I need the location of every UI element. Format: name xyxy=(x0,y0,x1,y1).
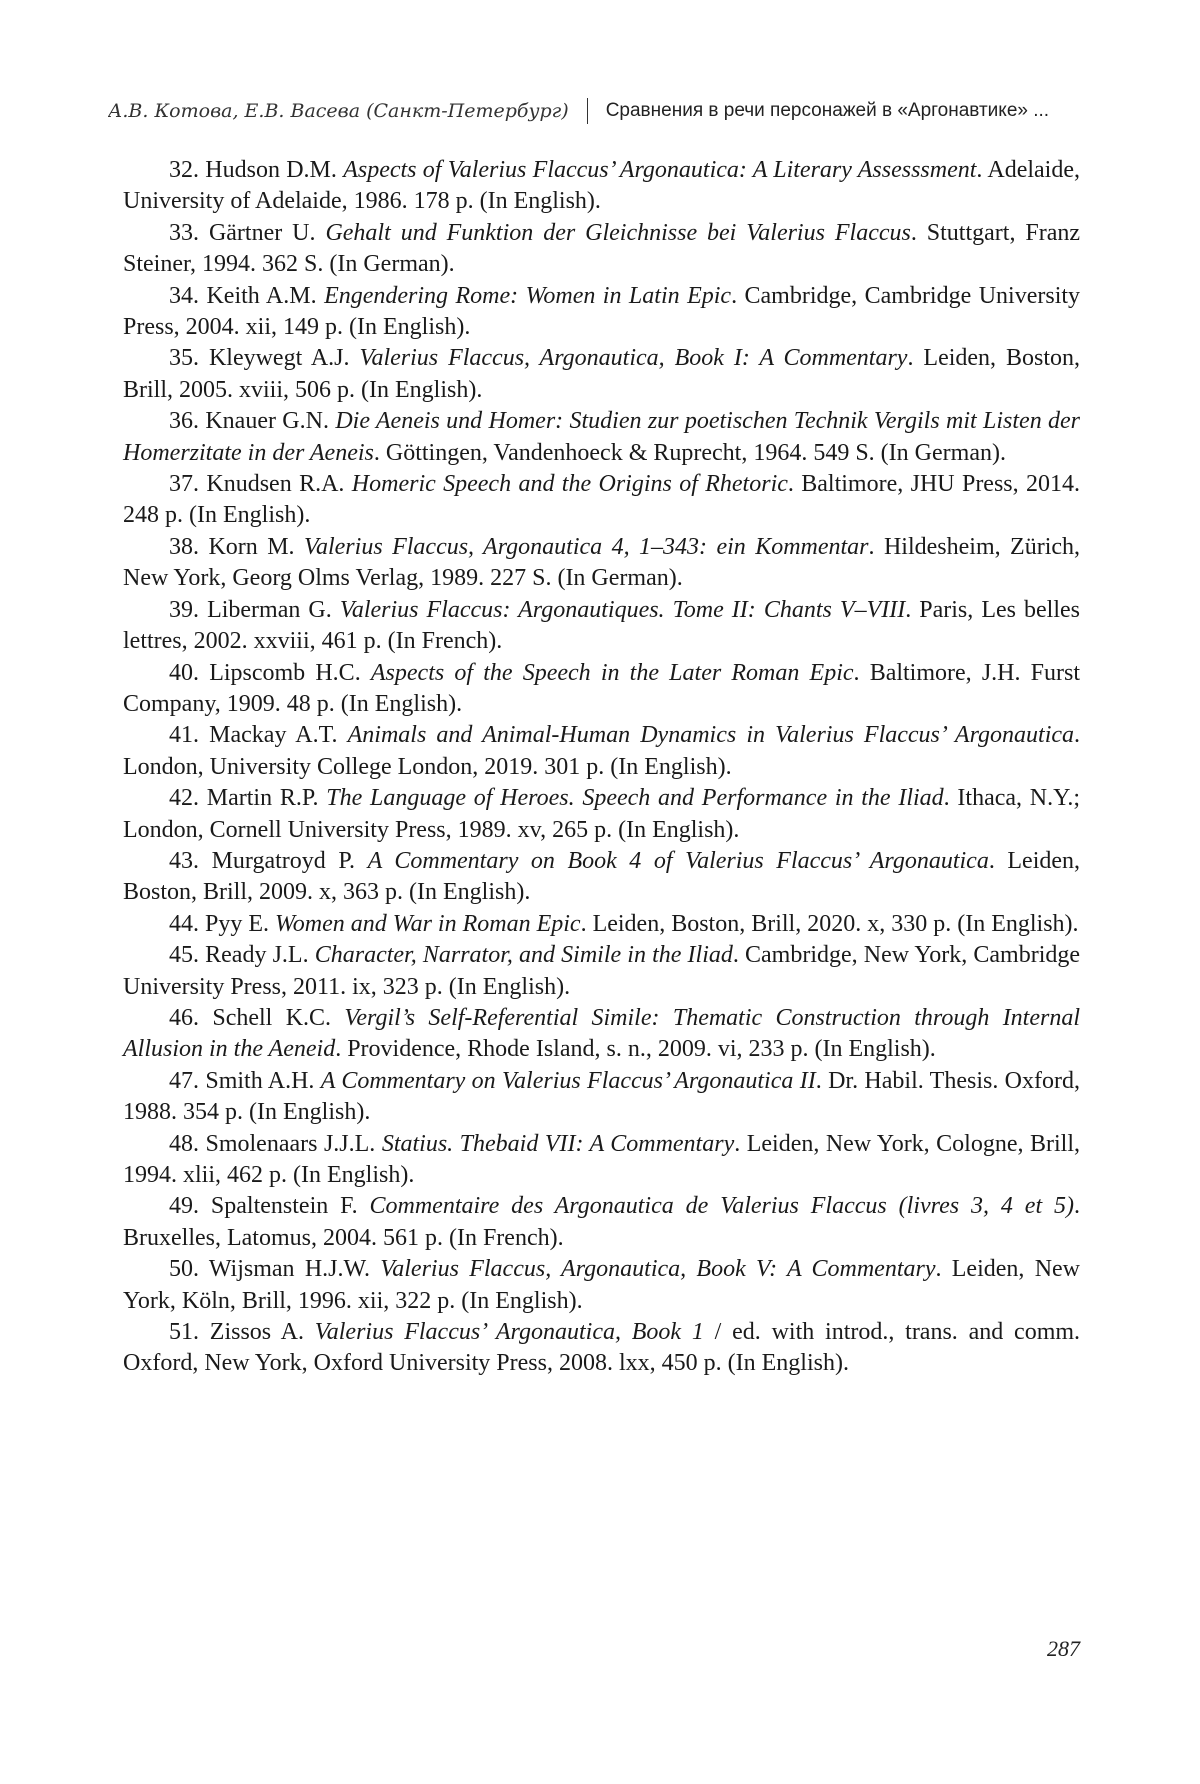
reference-entry xyxy=(123,720,1080,783)
reference-publication: . Dr. Habil. Thesis. Oxford, 1988. 354 p. (In English). xyxy=(123,1067,1080,1126)
reference-number: 38. xyxy=(169,533,199,560)
reference-entry xyxy=(123,846,1080,909)
reference-entry xyxy=(123,532,1080,595)
reference-publication: . Providence, Rhode Island, s. n., 2009. vi, 233 p. (In English). xyxy=(335,1036,936,1063)
reference-title: Engendering Rome: Women in Latin Epic xyxy=(324,282,732,309)
reference-title: Valerius Flaccus: Argonautiques. Tome II: Chants V–VIII xyxy=(339,596,906,623)
reference-publication: . Leiden, Boston, Brill, 2005. xviii, 506 p. (In English). xyxy=(123,345,1080,403)
reference-number: 45. xyxy=(169,942,199,969)
reference-number: 43. xyxy=(169,847,199,874)
reference-number: 40. xyxy=(169,659,199,686)
reference-author: Knudsen R.A. xyxy=(206,471,345,498)
reference-author: Martin R.P. xyxy=(206,785,319,812)
reference-publication: . Leiden, Boston, Brill, 2009. x, 363 p. (In English). xyxy=(123,847,1081,906)
reference-entry xyxy=(123,1066,1080,1129)
reference-entry xyxy=(123,469,1080,532)
reference-title: A Commentary on Valerius Flaccus’ Argonautica II xyxy=(320,1067,816,1094)
reference-number: 34. xyxy=(169,282,199,309)
reference-number: 37. xyxy=(169,471,199,498)
reference-publication: . Leiden, New York, Cologne, Brill, 1994. xlii, 462 p. (In English). xyxy=(123,1130,1081,1188)
reference-author: Pyy E. xyxy=(205,910,270,937)
reference-author: Ready J.L. xyxy=(205,942,309,969)
reference-entry xyxy=(123,1003,1080,1066)
reference-author: Gärtner U. xyxy=(208,219,316,246)
reference-title: Valerius Flaccus, Argonautica 4, 1–343: ein Kommentar xyxy=(303,533,869,560)
reference-publication: . Leiden, New York, Köln, Brill, 1996. xii, 322 p. (In English). xyxy=(123,1256,1081,1314)
reference-author: Schell K.C. xyxy=(212,1004,332,1031)
reference-number: 36. xyxy=(169,408,199,435)
reference-author: Knauer G.N. xyxy=(205,408,329,435)
reference-entry xyxy=(123,343,1080,406)
running-head-divider xyxy=(587,98,588,124)
reference-author: Hudson D.M. xyxy=(205,157,337,183)
reference-publication: . Ithaca, N.Y.; London, Cornell University Press, 1989. xv, 265 p. (In English). xyxy=(123,785,1081,843)
reference-author: Spaltenstein F. xyxy=(210,1193,358,1220)
reference-number: 49. xyxy=(169,1193,199,1220)
reference-author: Lipscomb H.C. xyxy=(209,659,361,686)
reference-title: Gehalt und Funktion der Gleichnisse bei Valerius Flaccus xyxy=(325,219,911,246)
reference-title: Aspects of Valerius Flaccus’ Argonautica: A Literary Assesssment xyxy=(343,157,977,183)
reference-publication: . Stuttgart, Franz Steiner, 1994. 362 S. (In German). xyxy=(123,219,1081,278)
reference-entry xyxy=(123,406,1080,469)
reference-entry xyxy=(123,658,1080,721)
reference-title: Animals and Animal-Human Dynamics in Valerius Flaccus’ Argonautica xyxy=(347,722,1075,749)
reference-entry xyxy=(123,218,1080,281)
reference-publication: . Hildesheim, Zürich, New York, Georg Olms Verlag, 1989. 227 S. (In German). xyxy=(123,533,1081,592)
reference-publication: . Bruxelles, Latomus, 2004. 561 p. (In French). xyxy=(123,1193,1081,1251)
running-head-article-title: Сравнения в речи персонажей в «Аргонавтике» ... xyxy=(605,100,1050,121)
reference-publication: . Göttingen, Vandenhoeck & Ruprecht, 1964. 549 S. (In German). xyxy=(373,439,1006,466)
running-head-authors: А.В. Котова, Е.В. Васева (Санкт-Петербург) xyxy=(108,100,569,122)
running-head xyxy=(108,96,1092,126)
reference-number: 44. xyxy=(169,910,199,937)
reference-publication: . Cambridge, Cambridge University Press, 2004. xii, 149 p. (In English). xyxy=(123,282,1081,341)
reference-entry xyxy=(123,909,1080,940)
reference-number: 48. xyxy=(169,1130,199,1157)
reference-entry xyxy=(123,1129,1080,1192)
reference-entry xyxy=(123,155,1080,218)
reference-publication: / ed. with introd., trans. and comm. Oxford, New York, Oxford University Press, 2008. lxx, 450 p. (In English). xyxy=(123,1319,1081,1377)
reference-publication: . Baltimore, JHU Press, 2014. 248 p. (In English). xyxy=(123,471,1081,529)
reference-author: Liberman G. xyxy=(207,596,332,623)
reference-number: 39. xyxy=(169,596,199,623)
reference-publication: . Paris, Les belles lettres, 2002. xxviii, 461 p. (In French). xyxy=(123,596,1081,655)
reference-title: Valerius Flaccus’ Argonautica, Book 1 xyxy=(314,1319,704,1346)
reference-author: Wijsman H.J.W. xyxy=(208,1256,370,1283)
reference-number: 51. xyxy=(169,1319,199,1346)
reference-publication: . Adelaide, University of Adelaide, 1986. 178 p. (In English). xyxy=(123,157,1080,215)
reference-number: 32. xyxy=(169,157,199,183)
reference-number: 42. xyxy=(169,785,199,812)
reference-entry xyxy=(123,595,1080,658)
reference-title: Aspects of the Speech in the Later Roman Epic xyxy=(370,659,854,686)
reference-entry xyxy=(123,1191,1080,1254)
reference-title: Valerius Flaccus, Argonautica, Book V: A Commentary xyxy=(380,1256,936,1283)
reference-number: 33. xyxy=(169,219,199,246)
reference-list xyxy=(123,155,1080,1380)
reference-author: Murgatroyd P. xyxy=(211,847,356,874)
reference-title: Women and War in Roman Epic xyxy=(275,910,581,937)
reference-title: Die Aeneis und Homer: Studien zur poetischen Technik Vergils mit Listen der Homerzitate in der Aeneis xyxy=(123,408,1081,466)
reference-title: Homeric Speech and the Origins of Rhetoric xyxy=(351,471,788,498)
reference-title: The Language of Heroes. Speech and Performance in the Iliad xyxy=(326,785,944,812)
reference-entry xyxy=(123,281,1080,344)
reference-entry xyxy=(123,1254,1080,1317)
reference-number: 46. xyxy=(169,1004,199,1031)
reference-title: Valerius Flaccus, Argonautica, Book I: A Commentary xyxy=(359,345,908,372)
reference-author: Mackay A.T. xyxy=(209,722,338,749)
reference-publication: . London, University College London, 2019. 301 p. (In English). xyxy=(123,722,1081,780)
reference-entry xyxy=(123,783,1080,846)
reference-title: Statius. Thebaid VII: A Commentary xyxy=(381,1130,735,1157)
reference-title: Character, Narrator, and Simile in the Iliad xyxy=(314,942,733,969)
reference-author: Smith A.H. xyxy=(205,1067,315,1094)
page-number: 287 xyxy=(1047,1636,1080,1661)
reference-title: A Commentary on Book 4 of Valerius Flaccus’ Argonautica xyxy=(367,847,989,874)
reference-publication: . Baltimore, J.H. Furst Company, 1909. 48 p. (In English). xyxy=(123,659,1081,717)
reference-author: Kleywegt A.J. xyxy=(208,345,350,372)
reference-entry xyxy=(123,940,1080,1003)
reference-title: Commentaire des Argonautica de Valerius Flaccus (livres 3, 4 et 5) xyxy=(369,1193,1075,1220)
reference-author: Korn M. xyxy=(208,533,295,560)
reference-number: 47. xyxy=(169,1067,199,1094)
reference-author: Zissos A. xyxy=(209,1319,304,1346)
reference-entry xyxy=(123,1317,1080,1380)
reference-number: 41. xyxy=(169,722,199,749)
reference-number: 35. xyxy=(169,345,199,372)
reference-author: Smolenaars J.J.L. xyxy=(205,1130,376,1157)
reference-number: 50. xyxy=(169,1256,199,1283)
reference-publication: . Leiden, Boston, Brill, 2020. x, 330 p. (In English). xyxy=(580,910,1079,937)
reference-title: Vergil’s Self-Referential Simile: Thematic Construction through Internal Allusion in the Aeneid xyxy=(123,1004,1081,1063)
reference-author: Keith A.M. xyxy=(206,282,317,309)
reference-publication: . Cambridge, New York, Cambridge University Press, 2011. ix, 323 p. (In English). xyxy=(123,942,1081,1000)
